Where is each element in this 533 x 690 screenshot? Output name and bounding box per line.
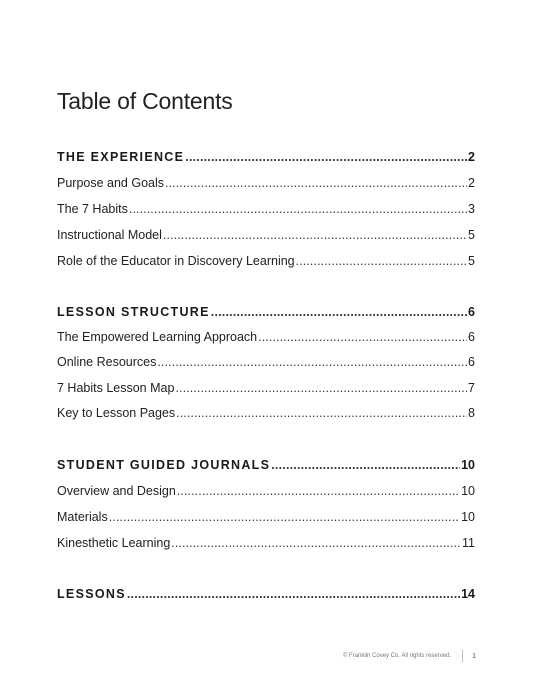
section-page-number: 2 bbox=[468, 150, 475, 164]
dot-leader bbox=[296, 254, 467, 268]
toc-section-lessons[interactable] bbox=[57, 587, 475, 601]
section-page-number: 14 bbox=[461, 587, 475, 601]
dot-leader bbox=[211, 305, 467, 319]
toc-section-student-guided-journals[interactable] bbox=[57, 458, 475, 472]
item-page-number: 3 bbox=[468, 202, 475, 216]
page-title: Table of Contents bbox=[57, 88, 233, 114]
item-page-number: 10 bbox=[461, 484, 475, 498]
item-page-number: 10 bbox=[461, 510, 475, 524]
item-page-number: 5 bbox=[468, 254, 475, 268]
dot-leader bbox=[175, 381, 467, 395]
section-heading: LESSON STRUCTURE bbox=[57, 305, 210, 319]
item-label: Overview and Design bbox=[57, 484, 176, 498]
item-label: Instructional Model bbox=[57, 228, 162, 242]
section-heading: LESSONS bbox=[57, 587, 126, 601]
toc-item-key-to-lesson-pages[interactable] bbox=[57, 406, 475, 420]
item-label: Online Resources bbox=[57, 355, 157, 369]
page-footer bbox=[343, 650, 476, 662]
dot-leader bbox=[157, 355, 467, 369]
dot-leader bbox=[271, 458, 460, 472]
dot-leader bbox=[185, 150, 467, 164]
dot-leader bbox=[165, 176, 467, 190]
section-heading: STUDENT GUIDED JOURNALS bbox=[57, 458, 271, 472]
toc-section-the-experience[interactable] bbox=[57, 150, 475, 164]
dot-leader bbox=[177, 484, 460, 498]
toc-item-materials[interactable] bbox=[57, 510, 475, 524]
item-page-number: 5 bbox=[468, 228, 475, 242]
dot-leader bbox=[129, 202, 467, 216]
item-page-number: 11 bbox=[462, 536, 475, 550]
footer-divider bbox=[462, 650, 463, 662]
toc-item-overview-and-design[interactable] bbox=[57, 484, 475, 498]
copyright-notice: © Franklin Covey Co. All rights reserved. bbox=[342, 653, 452, 659]
item-page-number: 2 bbox=[468, 176, 475, 190]
item-label: 7 Habits Lesson Map bbox=[57, 381, 175, 395]
dot-leader bbox=[171, 536, 461, 550]
item-label: Purpose and Goals bbox=[57, 176, 165, 190]
toc-item-the-7-habits[interactable] bbox=[57, 202, 475, 216]
toc-item-online-resources[interactable] bbox=[57, 355, 475, 369]
toc-item-7-habits-lesson-map[interactable] bbox=[57, 381, 475, 395]
dot-leader bbox=[176, 406, 467, 420]
toc-item-role-of-the-educator[interactable] bbox=[57, 254, 475, 268]
section-heading: THE EXPERIENCE bbox=[57, 150, 185, 164]
item-label: The 7 Habits bbox=[57, 202, 128, 216]
toc-item-instructional-model[interactable] bbox=[57, 228, 475, 242]
page-number: 1 bbox=[472, 652, 476, 660]
dot-leader bbox=[163, 228, 467, 242]
item-label: Materials bbox=[57, 510, 108, 524]
item-label: Key to Lesson Pages bbox=[57, 406, 176, 420]
item-page-number: 7 bbox=[468, 381, 475, 395]
dot-leader bbox=[127, 587, 460, 601]
item-label: Role of the Educator in Discovery Learning bbox=[57, 254, 295, 268]
toc-item-empowered-learning-approach[interactable] bbox=[57, 330, 475, 344]
section-page-number: 6 bbox=[468, 305, 475, 319]
dot-leader bbox=[109, 510, 460, 524]
section-page-number: 10 bbox=[461, 458, 475, 472]
toc-item-kinesthetic-learning[interactable] bbox=[57, 536, 475, 550]
item-label: The Empowered Learning Approach bbox=[57, 330, 258, 344]
item-page-number: 8 bbox=[468, 406, 475, 420]
item-page-number: 6 bbox=[468, 330, 475, 344]
dot-leader bbox=[258, 330, 467, 344]
toc-section-lesson-structure[interactable] bbox=[57, 305, 475, 319]
item-label: Kinesthetic Learning bbox=[57, 536, 171, 550]
toc-item-purpose-and-goals[interactable] bbox=[57, 176, 475, 190]
item-page-number: 6 bbox=[468, 355, 475, 369]
